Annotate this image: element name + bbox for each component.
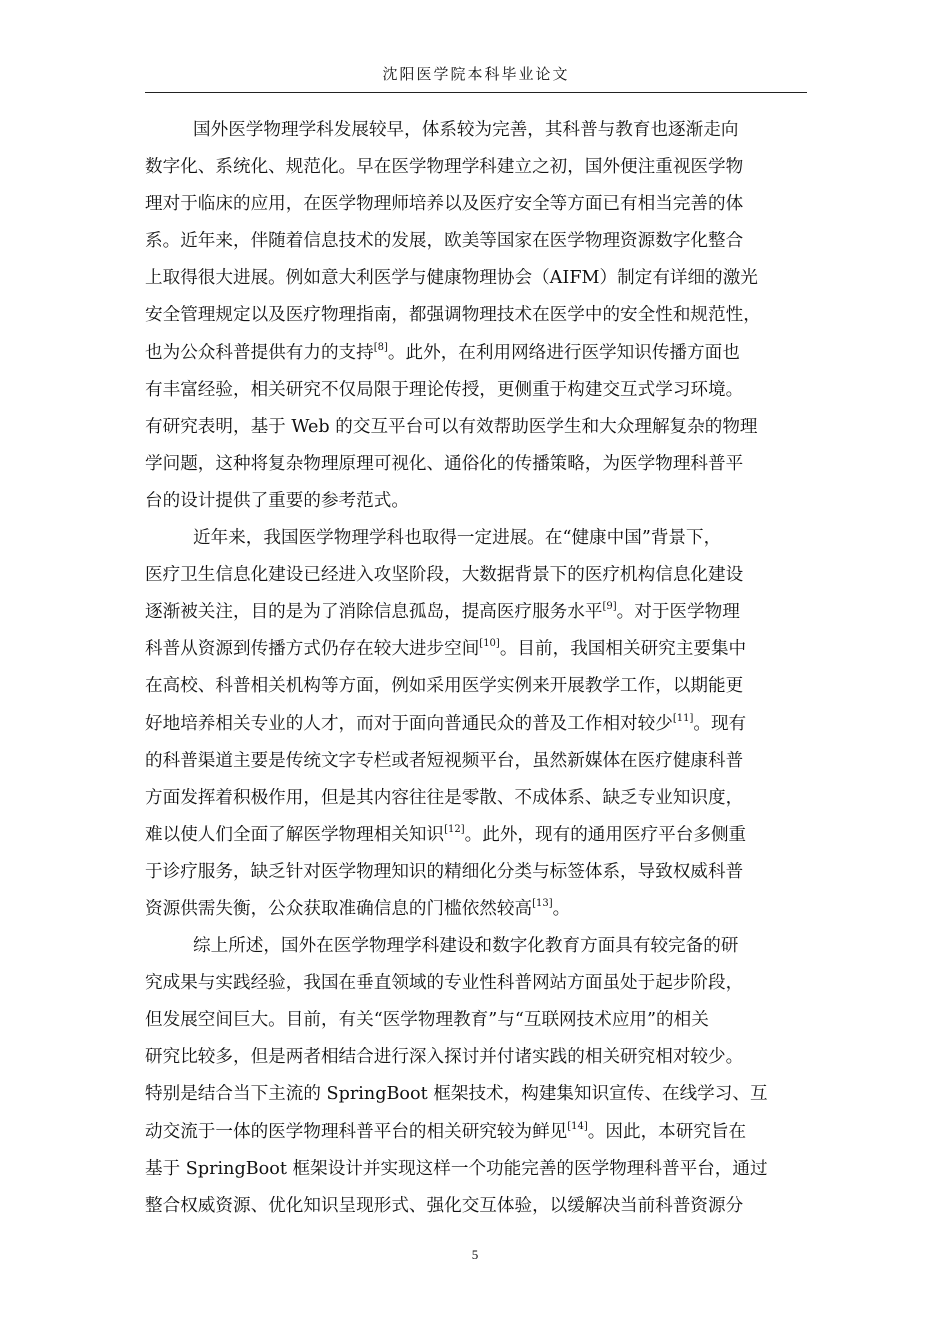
text-segment: 逐渐被关注，目的是为了消除信息孤岛，提高医疗服务水平	[145, 602, 603, 623]
paragraph-line	[145, 928, 807, 965]
text-segment: 。因此，本研究旨在	[587, 1121, 747, 1142]
citation-marker: [13]	[532, 897, 553, 909]
text-segment: 数字化、系统化、规范化。早在医学物理学科建立之初，国外便注重视医学物	[145, 157, 744, 178]
citation-marker: [10]	[479, 638, 500, 650]
text-segment: 好地培养相关专业的人才，而对于面向普通民众的普及工作相对较少	[145, 713, 673, 734]
text-segment: 的科普渠道主要是传统文字专栏或者短视频平台，虽然新媒体在医疗健康科普	[145, 750, 744, 771]
text-segment: 。	[552, 898, 571, 919]
text-segment: 有丰富经验，相关研究不仅局限于理论传授，更侧重于构建交互式学习环境。	[145, 379, 744, 400]
text-segment: 安全管理规定以及医疗物理指南，都强调物理技术在医学中的安全性和规范性，	[145, 305, 761, 326]
paragraph-line	[145, 335, 807, 372]
paragraph-line	[145, 483, 807, 520]
paragraph-line	[145, 520, 807, 557]
paragraph-line	[145, 965, 807, 1002]
paragraph-line	[145, 112, 807, 149]
text-segment: 。目前，我国相关研究主要集中	[499, 639, 747, 660]
paragraph-line	[145, 1151, 807, 1188]
text-segment: 特别是结合当下主流的 SpringBoot 框架技术，构建集知识宣传、在线学习、互	[145, 1084, 768, 1105]
text-segment: 。现有	[693, 713, 747, 734]
citation-marker: [14]	[567, 1120, 588, 1132]
paragraph-line	[145, 594, 807, 631]
text-segment: 究成果与实践经验，我国在垂直领域的专业性科普网站方面虽处于起步阶段，	[145, 973, 744, 994]
text-segment: 学问题，这种将复杂物理原理可视化、通俗化的传播策略，为医学物理科普平	[145, 453, 744, 474]
text-segment: 理对于临床的应用，在医学物理师培养以及医疗安全等方面已有相当完善的体	[145, 194, 744, 215]
document-body	[145, 112, 807, 1225]
text-segment: 动交流于一体的医学物理科普平台的相关研究较为鲜见	[145, 1121, 568, 1142]
text-segment: 近年来，我国医学物理学科也取得一定进展。在“健康中国”背景下，	[193, 528, 722, 549]
paragraph-line	[145, 409, 807, 446]
text-segment: 基于 SpringBoot 框架设计并实现这样一个功能完善的医学物理科普平台，通过	[145, 1158, 768, 1179]
paragraph-line	[145, 260, 807, 297]
paragraph-line	[145, 817, 807, 854]
text-segment: 国外医学物理学科发展较早，体系较为完善，其科普与教育也逐渐走向	[193, 120, 739, 140]
text-segment: 方面发挥着积极作用，但是其内容往往是零散、不成体系、缺乏专业知识度，	[145, 787, 744, 808]
citation-marker: [9]	[602, 601, 617, 613]
text-segment: 研究比较多，但是两者相结合进行深入探讨并付诸实践的相关研究相对较少。	[145, 1047, 744, 1068]
paragraph-line	[145, 631, 807, 668]
paragraph-line	[145, 1039, 807, 1076]
text-segment: 医疗卫生信息化建设已经进入攻坚阶段，大数据背景下的医疗机构信息化建设	[145, 565, 744, 586]
paragraph-line	[145, 1114, 807, 1151]
paragraph-line	[145, 446, 807, 483]
paragraph-line	[145, 780, 807, 817]
text-segment: 但发展空间巨大。目前，有关“医学物理教育”与“互联网技术应用”的相关	[145, 1010, 709, 1031]
paragraph-line	[145, 186, 807, 223]
paragraph-line	[145, 668, 807, 705]
paragraph-line	[145, 372, 807, 409]
text-segment: 于诊疗服务，缺乏针对医学物理知识的精细化分类与标签体系，导致权威科普	[145, 861, 744, 882]
text-segment: 系。近年来，伴随着信息技术的发展，欧美等国家在医学物理资源数字化整合	[145, 231, 744, 252]
text-segment: 科普从资源到传播方式仍存在较大进步空间	[145, 639, 480, 660]
paragraph-line	[145, 297, 807, 334]
citation-marker: [11]	[672, 712, 694, 724]
paragraph-line	[145, 1188, 807, 1225]
paragraph-line	[145, 743, 807, 780]
page-number: 5	[471, 1247, 479, 1262]
paragraph-line	[145, 223, 807, 260]
text-segment: 在高校、科普相关机构等方面，例如采用医学实例来开展教学工作，以期能更	[145, 676, 744, 697]
text-segment: 。对于医学物理	[616, 602, 740, 623]
paragraph-line	[145, 706, 807, 743]
text-segment: 有研究表明，基于 Web 的交互平台可以有效帮助医学生和大众理解复杂的物理	[145, 416, 758, 437]
paragraph-line	[145, 557, 807, 594]
paragraph-line	[145, 854, 807, 891]
text-segment: 也为公众科普提供有力的支持	[145, 342, 374, 363]
text-segment: 难以使人们全面了解医学物理相关知识	[145, 824, 445, 845]
citation-marker: [12]	[444, 823, 465, 835]
citation-marker: [8]	[373, 341, 388, 353]
paragraph-line	[145, 1076, 807, 1113]
text-segment: 台的设计提供了重要的参考范式。	[145, 490, 409, 511]
text-segment: 。此外，在利用网络进行医学知识传播方面也	[387, 342, 740, 363]
text-segment: 。此外，现有的通用医疗平台多侧重	[464, 824, 747, 845]
page-header: 沈阳医学院本科毕业论文	[145, 62, 807, 93]
text-segment: 整合权威资源、优化知识呈现形式、强化交互体验，以缓解决当前科普资源分	[145, 1195, 744, 1216]
paragraph-line	[145, 1002, 807, 1039]
paragraph-line	[145, 891, 807, 928]
text-segment: 上取得很大进展。例如意大利医学与健康物理协会（AIFM）制定有详细的激光	[145, 268, 758, 289]
text-segment: 资源供需失衡，公众获取准确信息的门槛依然较高	[145, 898, 533, 919]
paragraph-line	[145, 149, 807, 186]
text-segment: 综上所述，国外在医学物理学科建设和数字化教育方面具有较完备的研	[193, 936, 739, 957]
